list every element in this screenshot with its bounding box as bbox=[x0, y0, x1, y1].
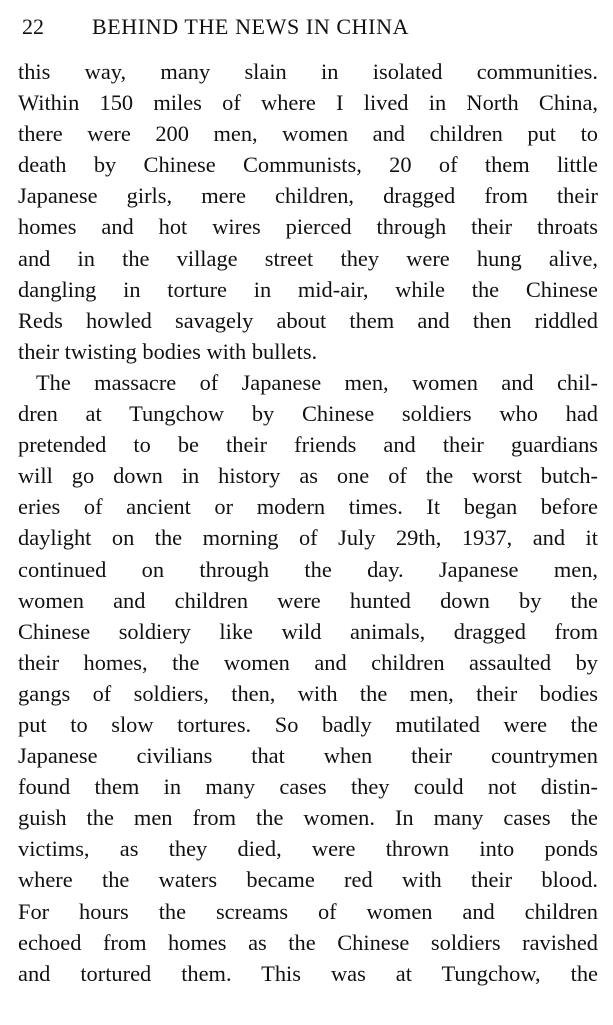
text-line: and tortured them. This was at Tungchow, the bbox=[18, 960, 598, 986]
text-line: women and children were hunted down by the bbox=[18, 587, 598, 613]
page-number: 22 bbox=[22, 14, 44, 39]
text-line: eries of ancient or modern times. It began before bbox=[18, 494, 598, 520]
text-line: there were 200 men, women and children put to bbox=[18, 121, 598, 147]
text-line: their homes, the women and children assaulted by bbox=[18, 649, 598, 675]
text-line: echoed from homes as the Chinese soldiers ravished bbox=[18, 929, 598, 955]
text-line: where the waters became red with their blood. bbox=[18, 867, 598, 893]
text-line: this way, many slain in isolated communities. bbox=[18, 59, 598, 84]
text-line: The massacre of Japanese men, women and chil- bbox=[36, 369, 598, 395]
text-line: guish the men from the women. In many cases the bbox=[18, 805, 598, 831]
text-line: put to slow tortures. So badly mutilated were the bbox=[18, 711, 598, 737]
text-line: victims, as they died, were thrown into ponds bbox=[18, 836, 598, 862]
text-line: daylight on the morning of July 29th, 1937, and it bbox=[18, 525, 598, 551]
text-line: found them in many cases they could not distin- bbox=[18, 774, 598, 800]
text-line: Reds howled savagely about them and then riddled bbox=[18, 307, 598, 333]
text-line: Within 150 miles of where I lived in North China, bbox=[18, 90, 598, 116]
text-line: gangs of soldiers, then, with the men, their bodies bbox=[18, 680, 598, 706]
running-title: BEHIND THE NEWS IN CHINA bbox=[92, 14, 410, 39]
text-line: dren at Tungchow by Chinese soldiers who had bbox=[18, 401, 598, 427]
text-line: Japanese civilians that when their countrymen bbox=[18, 743, 598, 769]
text-line: their twisting bodies with bullets. bbox=[18, 338, 318, 364]
text-line: dangling in torture in mid-air, while the Chinese bbox=[18, 276, 598, 302]
text-line: death by Chinese Communists, 20 of them little bbox=[18, 152, 598, 178]
text-line: homes and hot wires pierced through their throats bbox=[18, 214, 598, 240]
text-line: continued on through the day. Japanese men, bbox=[18, 556, 598, 582]
body-text bbox=[18, 56, 598, 989]
text-line: will go down in history as one of the worst butch- bbox=[18, 463, 598, 489]
running-head bbox=[22, 12, 602, 42]
text-line: pretended to be their friends and their guardians bbox=[18, 432, 598, 458]
text-line: Chinese soldiery like wild animals, dragged from bbox=[18, 618, 598, 644]
text-line: Japanese girls, mere children, dragged from their bbox=[18, 183, 598, 209]
text-line: and in the village street they were hung alive, bbox=[18, 245, 598, 271]
text-line: For hours the screams of women and children bbox=[18, 898, 598, 924]
